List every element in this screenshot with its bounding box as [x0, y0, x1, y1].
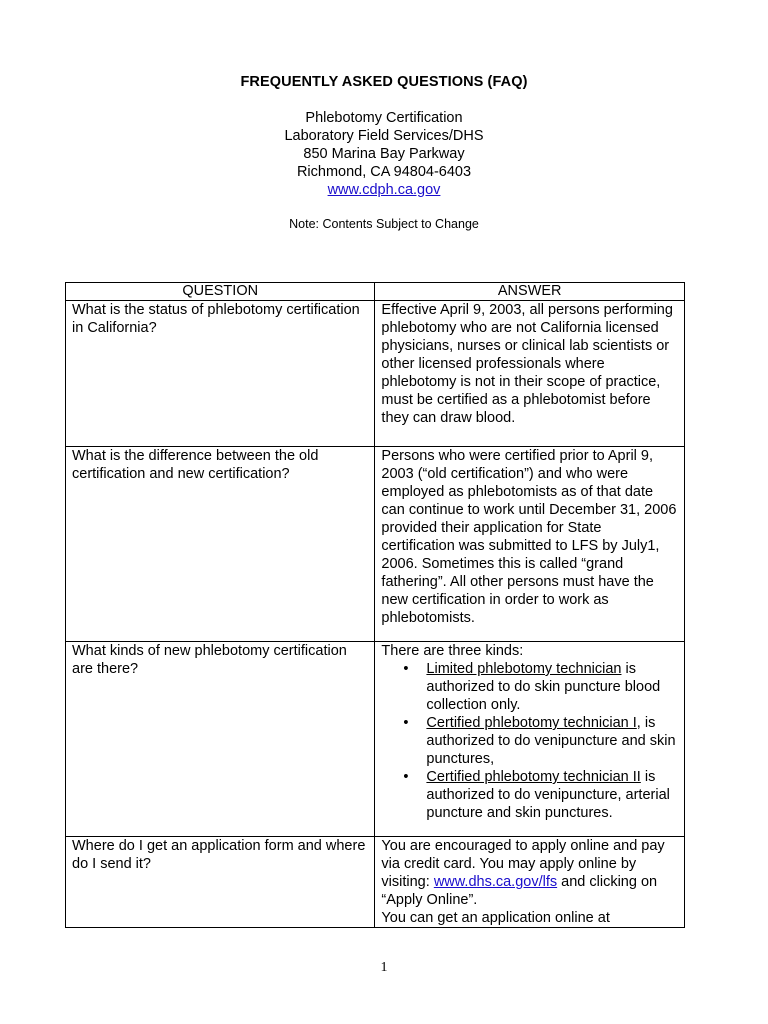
address-line: Richmond, CA 94804-6403: [296, 164, 472, 180]
kind-desc: , is authorized to do venipuncture and skin punctures,: [426, 715, 676, 767]
list-item: [403, 768, 678, 822]
question-cell: What is the difference between the old certification and new certification?: [66, 447, 375, 642]
kind-desc: is authorized to do skin puncture blood collection only.: [426, 661, 661, 713]
table-header-row: [66, 283, 685, 301]
column-header-answer: ANSWER: [375, 283, 685, 301]
answer-text: You can get an application online at: [381, 910, 610, 926]
answer-text: and clicking on “Apply Online”.: [381, 874, 658, 908]
page-number: 1: [380, 960, 388, 975]
bullet-icon: •: [403, 715, 409, 731]
website-link[interactable]: www.cdph.ca.gov: [327, 182, 441, 198]
address-line: Laboratory Field Services/DHS: [284, 128, 484, 144]
list-item: [403, 660, 678, 714]
question-cell: What kinds of new phlebotomy certification are there?: [66, 642, 375, 837]
answer-cell: Persons who were certified prior to April 9, 2003 (“old certification”) and who were employed as phlebotomists as of that date can continue to work until December 31, 2006 provided their application for State certification was submitted to LFS by July1, 2006. Sometimes this is called “grand fathering”. All other persons must have the new certification in order to work as phlebotomists.: [375, 447, 685, 642]
table-row: [66, 301, 685, 447]
lfs-link[interactable]: www.dhs.ca.gov/lfs: [433, 874, 558, 890]
table-row: [66, 837, 685, 928]
note-text: Note: Contents Subject to Change: [289, 217, 479, 231]
bullet-icon: •: [403, 769, 409, 785]
address-line: Phlebotomy Certification: [305, 110, 463, 126]
bullet-icon: •: [403, 661, 409, 677]
answer-text: You are encouraged to apply online and pay via credit card. You may apply online by visiting:: [381, 838, 665, 890]
table-row: [66, 447, 685, 642]
kind-name: Certified phlebotomy technician I: [426, 715, 637, 731]
answer-cell: [375, 837, 685, 928]
kind-name: Limited phlebotomy technician: [426, 661, 622, 677]
question-cell: Where do I get an application form and where do I send it?: [66, 837, 375, 928]
answer-cell: Effective April 9, 2003, all persons performing phlebotomy who are not California licensed physicians, nurses or clinical lab scientists or other licensed professionals where phlebotomy is not in their scope of practice, must be certified as a phlebotomist before they can draw blood.: [375, 301, 685, 447]
answer-intro: There are three kinds:: [381, 643, 524, 659]
certification-kinds-list: [381, 660, 678, 822]
table-row: [66, 642, 685, 837]
address-line: 850 Marina Bay Parkway: [303, 146, 465, 162]
kind-name: Certified phlebotomy technician II: [426, 769, 641, 785]
address-block: [0, 109, 768, 199]
column-header-question: QUESTION: [66, 283, 375, 301]
answer-cell: [375, 642, 685, 837]
kind-desc: is authorized to do venipuncture, arterial puncture and skin punctures.: [426, 769, 670, 821]
question-cell: What is the status of phlebotomy certification in California?: [66, 301, 375, 447]
list-item: [403, 714, 678, 768]
faq-table: [65, 282, 685, 928]
page-title: FREQUENTLY ASKED QUESTIONS (FAQ): [240, 74, 528, 90]
